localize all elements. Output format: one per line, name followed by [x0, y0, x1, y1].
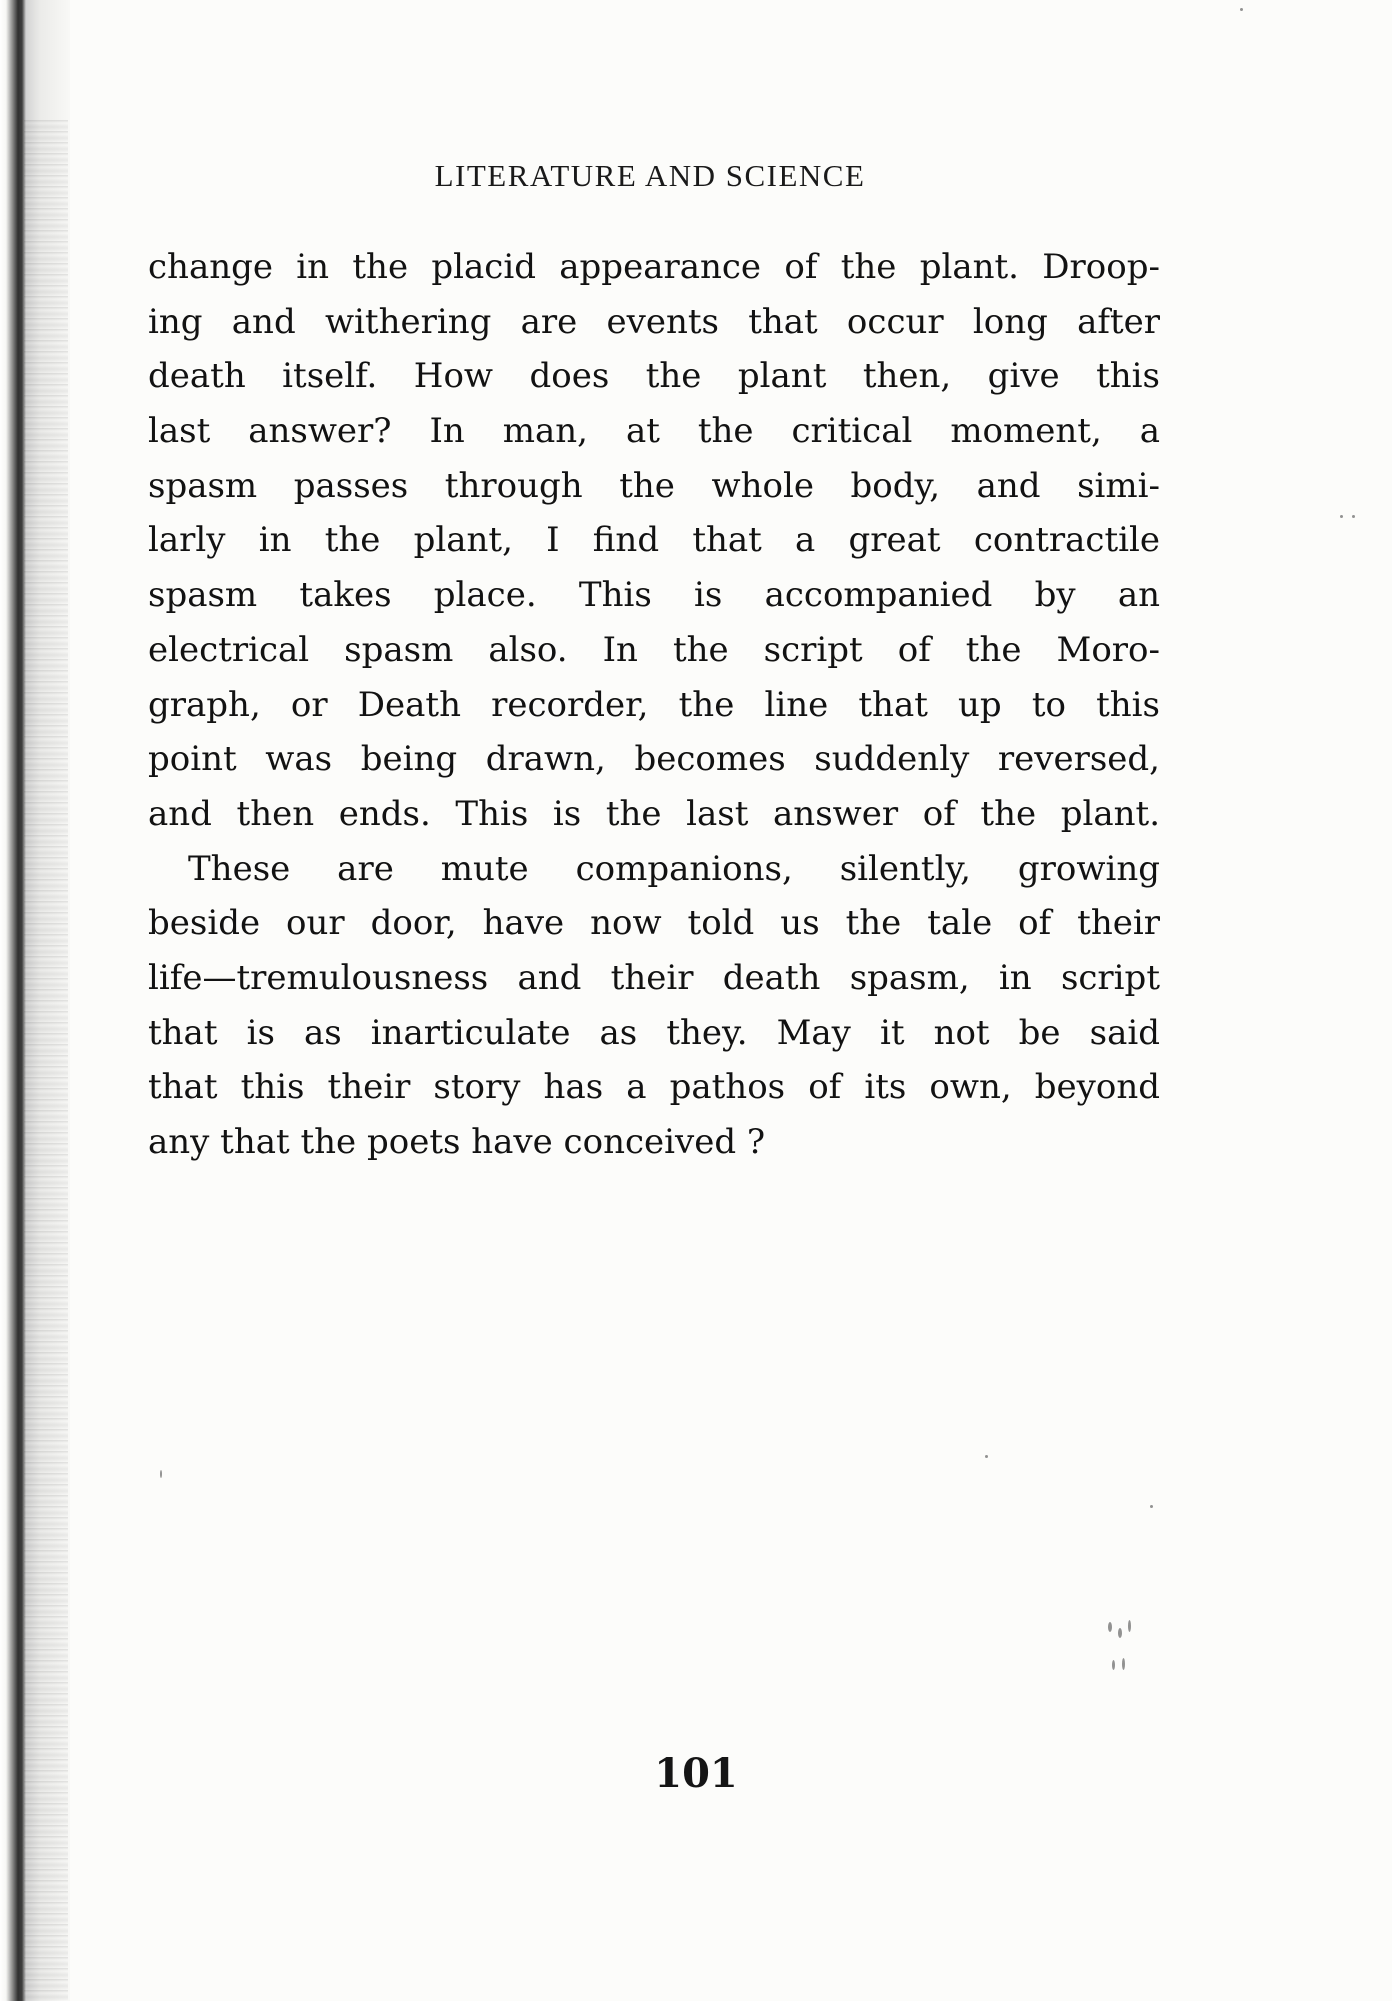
- running-head: LITERATURE AND SCIENCE: [434, 158, 866, 193]
- text-line: that is as inarticulate as they. May it not be said: [148, 1012, 1160, 1053]
- text-line: life—tremulousness and their death spasm, in script: [148, 957, 1160, 998]
- text-line: point was being drawn, becomes suddenly reversed,: [148, 739, 1160, 780]
- scan-speck: [1352, 515, 1355, 518]
- text-line: any that the poets have conceived ?: [148, 1122, 766, 1162]
- body-text: [148, 240, 1160, 1170]
- text-line: These are mute companions, silently, growing: [188, 848, 1160, 889]
- text-line: electrical spasm also. In the script of the Moro-: [148, 629, 1160, 670]
- scan-speck: [1150, 1505, 1153, 1508]
- scan-speck: [1118, 1628, 1122, 1638]
- scan-speck: [1108, 1622, 1112, 1632]
- scan-speck: [1112, 1660, 1115, 1670]
- scan-speck: [160, 1470, 162, 1478]
- page-number: 101: [654, 1750, 738, 1797]
- text-line: and then ends. This is the last answer of the plant.: [148, 793, 1160, 834]
- text-line: spasm takes place. This is accompanied by an: [148, 575, 1160, 616]
- text-line: spasm passes through the whole body, and simi-: [148, 465, 1160, 506]
- scan-speck: [985, 1455, 988, 1458]
- text-line: that this their story has a pathos of its own, beyond: [148, 1067, 1160, 1108]
- text-line: change in the placid appearance of the plant. Droop-: [148, 247, 1160, 287]
- text-line: beside our door, have now told us the tale of their: [148, 903, 1160, 944]
- text-line: larly in the plant, I find that a great contractile: [148, 520, 1160, 561]
- text-line: last answer? In man, at the critical moment, a: [148, 411, 1160, 452]
- scan-speck: [1122, 1658, 1125, 1670]
- text-line: graph, or Death recorder, the line that up to this: [148, 684, 1160, 725]
- scan-speck: [1340, 515, 1343, 518]
- binding-speckle: [24, 120, 68, 2000]
- text-line: death itself. How does the plant then, give this: [148, 356, 1160, 397]
- scan-speck: [1240, 8, 1243, 11]
- text-line: ing and withering are events that occur long after: [148, 301, 1160, 342]
- scan-speck: [1128, 1620, 1131, 1632]
